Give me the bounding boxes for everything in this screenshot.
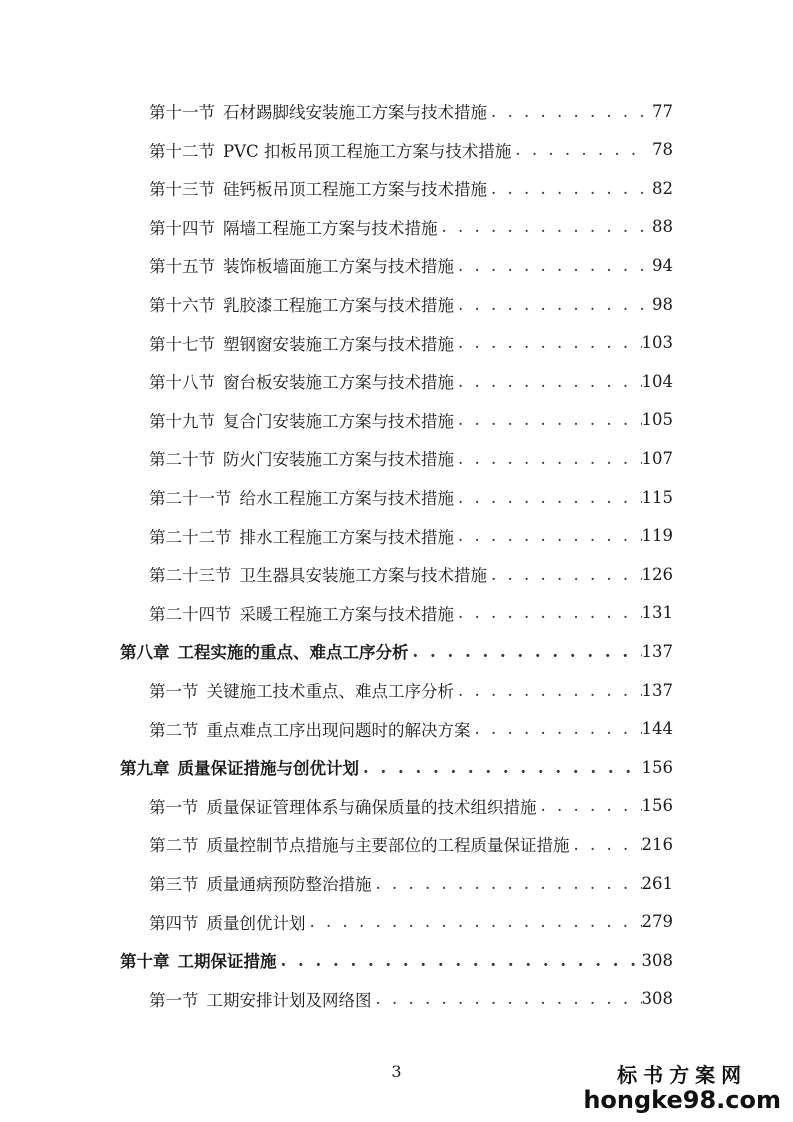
toc-dot-leader (471, 719, 642, 738)
toc-entry-title: 防火门安装施工方案与技术措施 (223, 450, 454, 470)
toc-section-entry (149, 984, 673, 1014)
toc-entry-page: 126 (641, 564, 673, 584)
toc-entry-page: 78 (652, 140, 673, 160)
toc-entry-page: 144 (641, 719, 673, 739)
toc-section-entry (149, 868, 673, 898)
toc-dot-leader (454, 372, 642, 391)
toc-entry-title: 质量控制节点措施与主要部位的工程质量保证措施 (206, 836, 570, 856)
toc-entry-number: 第二十四节 (149, 604, 232, 624)
toc-dot-leader (511, 140, 647, 159)
toc-entry-title: 窗台板安装施工方案与技术措施 (223, 373, 454, 393)
toc-dot-leader (454, 603, 642, 622)
toc-entry-page: 137 (641, 641, 673, 661)
toc-entry-number: 第十六节 (149, 296, 215, 315)
toc-entry-number: 第一节 (149, 682, 199, 701)
toc-entry-number: 第二十一节 (149, 489, 232, 508)
toc-entry-page: 156 (641, 796, 673, 816)
toc-section-entry (149, 135, 673, 165)
toc-section-entry (149, 598, 673, 628)
toc-dot-leader (409, 642, 642, 661)
toc-entry-number: 第二节 (149, 720, 199, 740)
toc-dot-leader (277, 951, 642, 970)
toc-entry-title: 排水工程施工方案与技术措施 (239, 527, 454, 547)
toc-dot-leader (438, 217, 648, 236)
toc-entry-number: 第三节 (149, 875, 199, 894)
watermark-url: hongke98.com (583, 1086, 781, 1114)
toc-entry-title: 给水工程施工方案与技术措施 (239, 489, 454, 508)
toc-entry-title: 质量保证管理体系与确保质量的技术组织措施 (206, 797, 537, 817)
toc-entry-page: 94 (652, 255, 673, 275)
toc-entry-number: 第二十三节 (149, 566, 232, 586)
watermark-logo (583, 1059, 781, 1114)
toc-entry-page: 137 (641, 680, 673, 700)
toc-dot-leader (454, 333, 642, 352)
toc-entry-title: 卫生器具安装施工方案与技术措施 (239, 566, 487, 586)
toc-dot-leader (487, 565, 642, 584)
toc-entry-page: 88 (652, 217, 673, 237)
toc-entry-number: 第二十二节 (149, 527, 232, 547)
toc-entry-title: 采暖工程施工方案与技术措施 (239, 604, 454, 624)
toc-entry-number: 第一节 (149, 797, 199, 817)
toc-entry-title: 塑钢窗安装施工方案与技术措施 (223, 334, 454, 354)
toc-chapter-entry (120, 752, 673, 782)
toc-entry-number: 第二节 (149, 836, 199, 856)
toc-entry-page: 308 (641, 950, 673, 970)
toc-entry-number: 第八章 (120, 643, 170, 663)
toc-entry-title: 硅钙板吊顶工程施工方案与技术措施 (223, 180, 487, 200)
toc-entry-title: 乳胶漆工程施工方案与技术措施 (223, 296, 454, 315)
toc-dot-leader (454, 449, 642, 468)
toc-entry-title: 复合门安装施工方案与技术措施 (223, 411, 454, 431)
toc-section-entry (149, 328, 673, 358)
toc-entry-page: 261 (641, 873, 673, 893)
toc-entry-title: 重点难点工序出现问题时的解决方案 (206, 720, 471, 740)
toc-dot-leader (537, 796, 642, 815)
toc-entry-number: 第十四节 (149, 218, 215, 238)
toc-section-entry (149, 289, 673, 319)
toc-entry-title: 石材踢脚线安装施工方案与技术措施 (223, 103, 487, 122)
toc-entry-title: 隔墙工程施工方案与技术措施 (223, 218, 438, 238)
toc-section-entry (149, 443, 673, 473)
toc-section-entry (149, 96, 673, 126)
toc-section-entry (149, 907, 673, 937)
toc-entry-page: 77 (652, 101, 673, 121)
toc-entry-number: 第十八节 (149, 373, 215, 393)
toc-entry-page: 119 (641, 526, 673, 546)
toc-entry-title: 工期保证措施 (177, 952, 277, 972)
toc-section-entry (149, 559, 673, 589)
toc-entry-page: 216 (641, 834, 673, 854)
toc-section-entry (149, 405, 673, 435)
toc-entry-number: 第九章 (120, 759, 170, 779)
toc-entry-number: 第十二节 (149, 141, 215, 161)
toc-dot-leader (454, 295, 647, 314)
toc-dot-leader (454, 488, 642, 507)
toc-entry-title: 装饰板墙面施工方案与技术措施 (223, 257, 454, 277)
toc-entry-page: 103 (641, 333, 673, 353)
toc-entry-page: 308 (641, 989, 673, 1009)
toc-section-entry (149, 366, 673, 396)
toc-section-entry (149, 791, 673, 821)
toc-dot-leader (372, 874, 642, 893)
toc-dot-leader (454, 410, 642, 429)
toc-entry-title: 工期安排计划及网络图 (206, 990, 372, 1010)
toc-dot-leader (487, 179, 647, 198)
toc-entry-page: 98 (652, 294, 673, 314)
toc-section-entry (149, 173, 673, 203)
toc-entry-number: 第十七节 (149, 334, 215, 354)
toc-chapter-entry (120, 945, 673, 975)
toc-dot-leader (487, 102, 647, 121)
toc-dot-leader (454, 681, 642, 700)
toc-entry-page: 105 (641, 410, 673, 430)
toc-entry-title: 关键施工技术重点、难点工序分析 (206, 682, 454, 701)
toc-section-entry (149, 675, 673, 705)
toc-chapter-entry (120, 636, 673, 666)
toc-section-entry (149, 521, 673, 551)
toc-dot-leader (359, 758, 642, 777)
toc-dot-leader (454, 526, 642, 545)
toc-dot-leader (454, 256, 647, 275)
toc-entry-page: 156 (641, 757, 673, 777)
toc-entry-number: 第四节 (149, 913, 199, 933)
toc-entry-number: 第一节 (149, 990, 199, 1010)
toc-entry-number: 第十三节 (149, 180, 215, 200)
toc-entry-title: 质量保证措施与创优计划 (177, 759, 359, 779)
toc-dot-leader (570, 835, 642, 854)
toc-entry-number: 第十一节 (149, 103, 215, 122)
watermark-title: 标书方案网 (617, 1063, 748, 1087)
toc-section-entry (149, 829, 673, 859)
toc-entry-number: 第十九节 (149, 411, 215, 431)
toc-entry-page: 107 (641, 448, 673, 468)
toc-entry-title: 质量通病预防整治措施 (206, 875, 372, 894)
toc-entry-page: 279 (641, 912, 673, 932)
toc-entry-page: 131 (641, 603, 673, 623)
toc-entry-page: 115 (641, 487, 673, 507)
toc-entry-title: 工程实施的重点、难点工序分析 (177, 643, 409, 663)
toc-dot-leader (372, 989, 642, 1008)
toc-entry-page: 82 (652, 178, 673, 198)
toc-entry-number: 第十五节 (149, 257, 215, 277)
toc-section-entry (149, 250, 673, 280)
toc-section-entry (149, 482, 673, 512)
toc-entry-number: 第十章 (120, 952, 170, 972)
toc-section-entry (149, 714, 673, 744)
page-number: 3 (391, 1062, 402, 1081)
toc-entry-title: 质量创优计划 (206, 913, 306, 933)
toc-entry-page: 104 (641, 371, 673, 391)
toc-section-entry (149, 212, 673, 242)
toc-dot-leader (306, 912, 642, 931)
toc-entry-title: PVC 扣板吊顶工程施工方案与技术措施 (223, 141, 512, 161)
toc-entry-number: 第二十节 (149, 450, 215, 470)
